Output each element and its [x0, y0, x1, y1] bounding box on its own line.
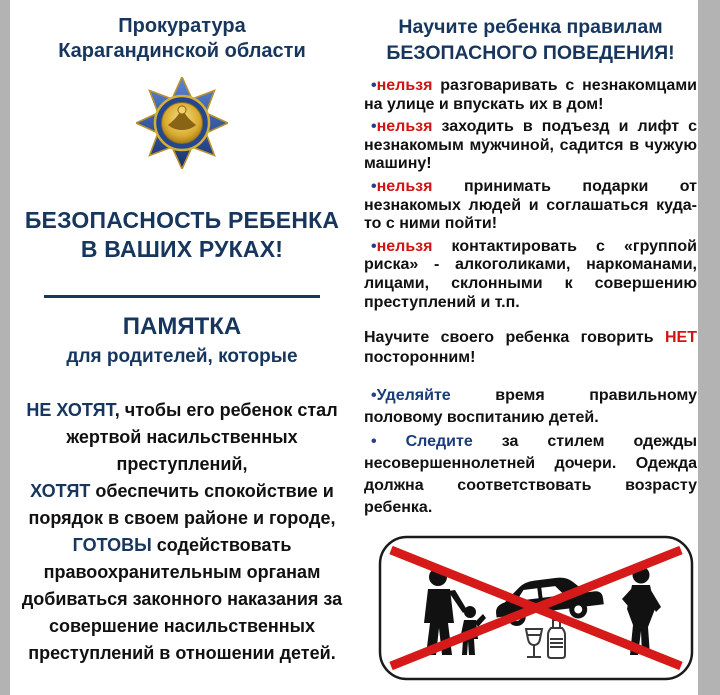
statement-text: содействовать правоохранительным органам добиваться законного наказания за совершение насильственных преступлений в отношении детей.	[21, 535, 343, 663]
say-no-paragraph	[364, 328, 697, 368]
bullet-icon: •	[371, 118, 377, 136]
rule-keyword: нельзя	[376, 118, 433, 136]
prohibition-image	[378, 535, 694, 681]
prosecutor-badge-svg	[136, 77, 228, 169]
advice-text: время правильному половому воспитанию детей.	[364, 387, 697, 427]
badge-sun	[178, 106, 186, 114]
right-column	[364, 0, 697, 681]
leaflet-title	[12, 206, 352, 264]
rule-item	[364, 178, 697, 234]
statement-not-want	[12, 397, 352, 478]
rules-heading	[364, 0, 697, 66]
parent-statements	[12, 397, 352, 667]
statement-keyword: НЕ ХОТЯТ	[26, 400, 115, 420]
org-line-1: Прокуратура	[118, 15, 246, 37]
statement-keyword: ГОТОВЫ	[72, 535, 152, 555]
bullet-icon: •	[371, 237, 377, 255]
statement-text: , чтобы его ребенок стал жертвой насильственных преступлений,	[66, 400, 338, 474]
rules-list	[364, 77, 697, 312]
right-gray-strip	[698, 0, 720, 695]
prosecutor-badge-icon	[136, 77, 228, 169]
rule-keyword: нельзя	[376, 177, 433, 195]
bullet-icon: •	[371, 77, 377, 94]
prohibition-sign-svg	[378, 535, 694, 681]
rule-text: заходить в подъезд и лифт с незнакомым мужчиной, садится в чужую машину!	[364, 118, 697, 173]
rule-item	[364, 118, 697, 174]
statement-want	[12, 478, 352, 532]
rule-text: разговаривать с незнакомцами на улице и впускать их в дом!	[364, 77, 697, 113]
bullet-icon: •	[371, 177, 377, 195]
rule-text: принимать подарки от незнакомых людей и соглашаться куда-то с ними пойти!	[364, 177, 697, 233]
title-line-2: В ВАШИХ РУКАХ!	[80, 236, 284, 262]
rules-heading-line-2: БЕЗОПАСНОГО ПОВЕДЕНИЯ!	[386, 42, 675, 64]
advice-item	[364, 431, 697, 519]
title-line-1: БЕЗОПАСНОСТЬ РЕБЕНКА	[24, 207, 340, 233]
bullet-icon: •	[371, 387, 377, 405]
advice-keyword: Уделяйте	[376, 387, 451, 405]
advice-text: за стилем одежды несовершеннолетней дочери. Одежда должна соответствовать возрасту ребенка.	[364, 433, 698, 517]
statement-text: обеспечить спокойствие и порядок в своем районе и городе,	[28, 481, 336, 528]
rule-keyword: нельзя	[376, 77, 433, 94]
divider-line	[44, 295, 320, 298]
rule-text: контактировать с «группой риска» - алкоголиками, наркоманами, лицами, склонными к совершению преступлений и т.п.	[364, 237, 697, 311]
rule-keyword: нельзя	[376, 237, 433, 255]
statement-ready	[12, 532, 352, 667]
rules-heading-line-1: Научите ребенка правилам	[398, 16, 663, 38]
bullet-icon: •	[371, 433, 406, 451]
left-column	[12, 0, 352, 667]
rule-item	[364, 77, 697, 114]
advice-list	[364, 385, 697, 519]
org-line-2: Карагандинской области	[58, 40, 306, 62]
say-no-word: НЕТ	[665, 329, 697, 347]
say-no-before: Научите своего ребенка говорить	[364, 329, 665, 347]
memo-subtitle: для родителей, которые	[66, 346, 298, 367]
rule-item	[364, 238, 697, 312]
statement-keyword: ХОТЯТ	[30, 481, 91, 501]
advice-keyword: Следите	[405, 433, 473, 451]
say-no-after: посторонним!	[364, 349, 476, 367]
organization-title	[12, 0, 352, 64]
left-gray-strip	[0, 0, 10, 695]
advice-item	[364, 385, 697, 429]
memo-title: ПАМЯТКА	[122, 313, 242, 340]
